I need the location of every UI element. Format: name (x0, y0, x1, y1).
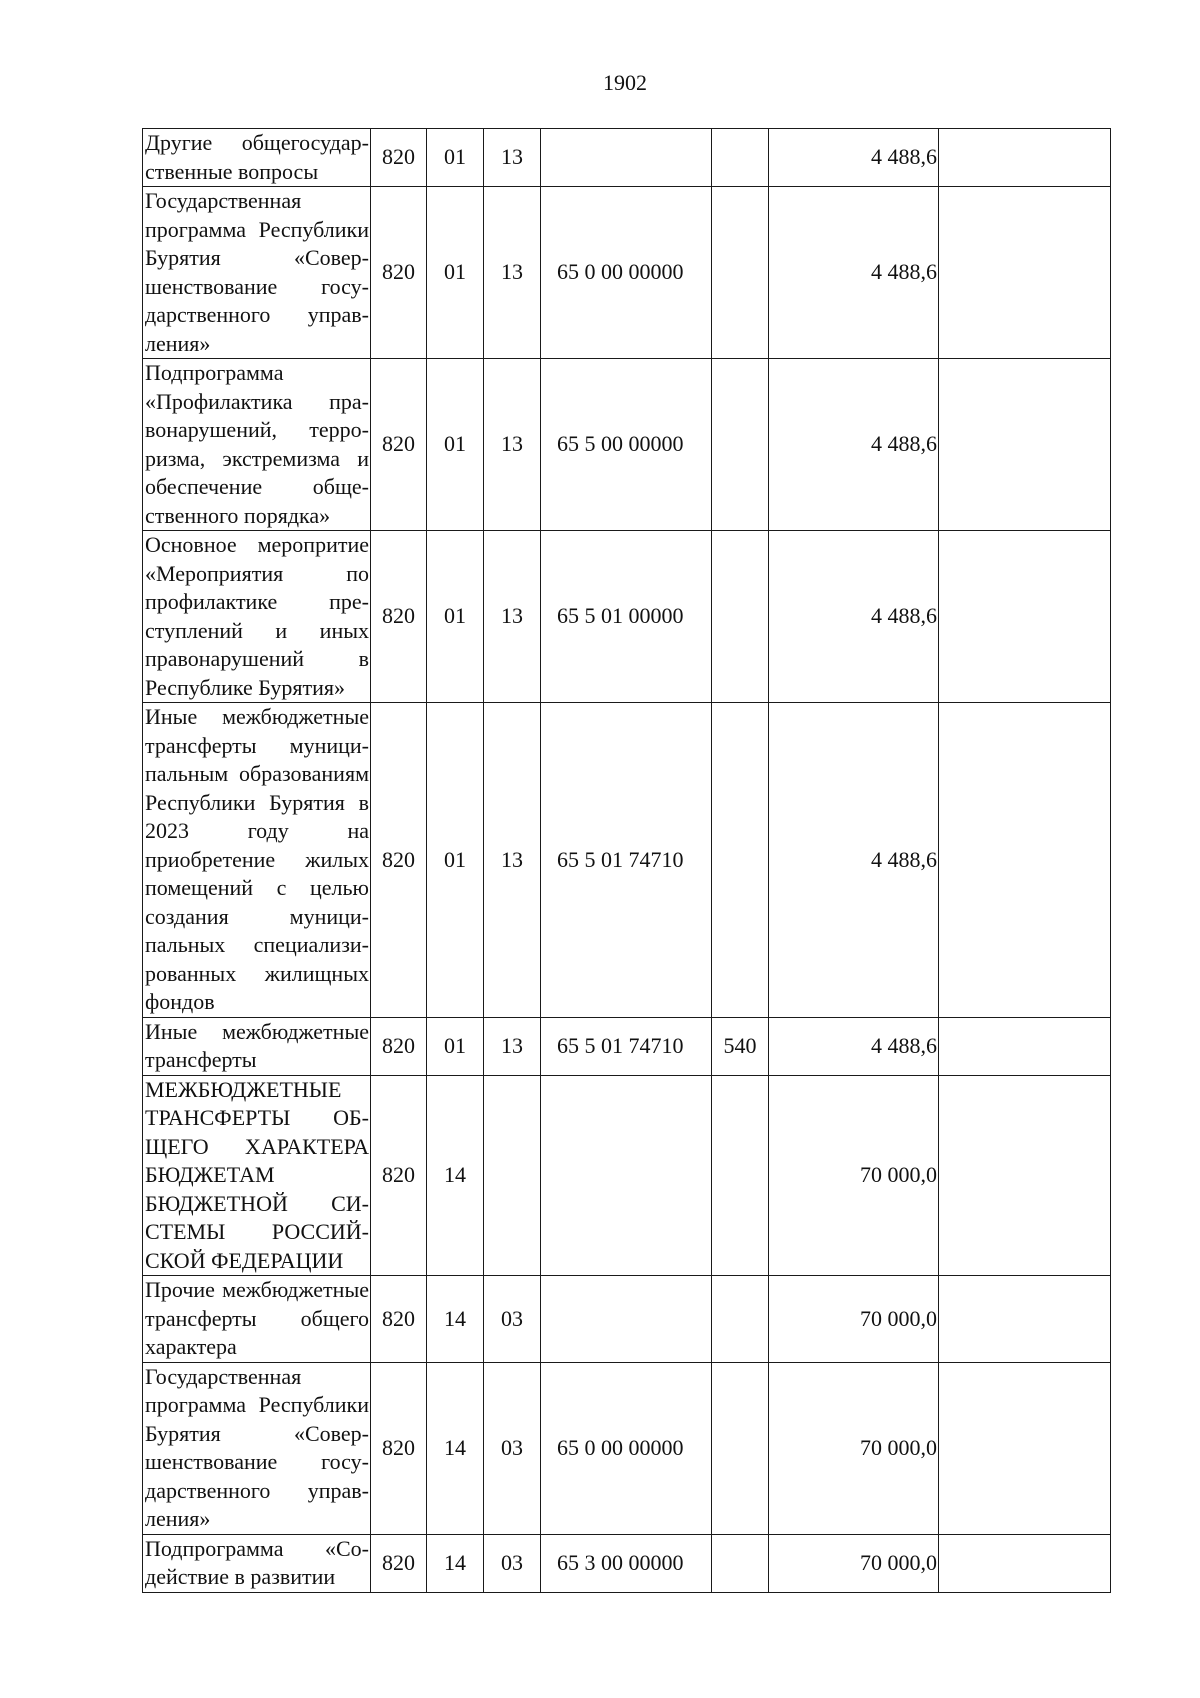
row-pr: 13 (484, 187, 541, 359)
row-csr: 65 5 01 74710 (541, 703, 712, 1018)
table-row (143, 531, 1111, 703)
row-extra (939, 187, 1111, 359)
row-rz: 14 (427, 1534, 484, 1592)
row-pr (484, 1075, 541, 1276)
row-pr: 13 (484, 129, 541, 187)
row-vr (712, 703, 769, 1018)
table-row (143, 703, 1111, 1018)
row-csr (541, 129, 712, 187)
row-pr: 03 (484, 1534, 541, 1592)
row-amount: 70 000,0 (769, 1276, 939, 1363)
row-csr: 65 3 00 00000 (541, 1534, 712, 1592)
row-gr: 820 (371, 359, 427, 531)
row-extra (939, 1075, 1111, 1276)
row-amount: 4 488,6 (769, 531, 939, 703)
row-amount: 70 000,0 (769, 1534, 939, 1592)
row-amount: 4 488,6 (769, 359, 939, 531)
row-vr (712, 1075, 769, 1276)
row-gr: 820 (371, 1276, 427, 1363)
row-pr: 03 (484, 1362, 541, 1534)
table-row (143, 1362, 1111, 1534)
row-extra (939, 1276, 1111, 1363)
row-rz: 14 (427, 1276, 484, 1363)
row-gr: 820 (371, 703, 427, 1018)
row-rz: 01 (427, 531, 484, 703)
table-row (143, 1017, 1111, 1075)
row-vr (712, 129, 769, 187)
budget-table (142, 128, 1111, 1593)
row-csr: 65 0 00 00000 (541, 1362, 712, 1534)
row-extra (939, 1017, 1111, 1075)
table-row (143, 1075, 1111, 1276)
table-row (143, 359, 1111, 531)
table-row (143, 1276, 1111, 1363)
row-vr (712, 531, 769, 703)
table-row (143, 129, 1111, 187)
row-rz: 01 (427, 1017, 484, 1075)
row-rz: 14 (427, 1075, 484, 1276)
row-name: Государственная программа Республики Бурятия «Совершенствование государственного управления» (143, 1362, 371, 1534)
row-name: Другие общегосударственные вопросы (143, 129, 371, 187)
row-amount: 4 488,6 (769, 129, 939, 187)
row-csr: 65 5 01 74710 (541, 1017, 712, 1075)
row-name: Подпрограмма «Профилактика правонарушений, терроризма, экстремизма и обеспечение общественного порядка» (143, 359, 371, 531)
row-rz: 01 (427, 187, 484, 359)
row-name: Иные межбюджетные трансферты муниципальным образованиям Республики Бурятия в 2023 году на приобретение жилых помещений с целью создания муниципальных специализированных жилищных фондов (143, 703, 371, 1018)
row-gr: 820 (371, 187, 427, 359)
table-row (143, 187, 1111, 359)
row-gr: 820 (371, 1017, 427, 1075)
row-pr: 13 (484, 703, 541, 1018)
row-gr: 820 (371, 129, 427, 187)
row-extra (939, 1534, 1111, 1592)
row-vr (712, 1276, 769, 1363)
row-amount: 4 488,6 (769, 1017, 939, 1075)
row-pr: 13 (484, 359, 541, 531)
row-vr (712, 1362, 769, 1534)
row-gr: 820 (371, 1075, 427, 1276)
row-amount: 70 000,0 (769, 1362, 939, 1534)
table-row (143, 1534, 1111, 1592)
row-name: Прочие межбюджетные трансферты общего характера (143, 1276, 371, 1363)
row-amount: 4 488,6 (769, 703, 939, 1018)
row-pr: 03 (484, 1276, 541, 1363)
row-pr: 13 (484, 1017, 541, 1075)
row-rz: 14 (427, 1362, 484, 1534)
row-name: МЕЖБЮДЖЕТНЫЕ ТРАНСФЕРТЫ ОБЩЕГО ХАРАКТЕРА БЮДЖЕТАМ БЮДЖЕТНОЙ СИСТЕМЫ РОССИЙСКОЙ ФЕДЕРАЦИИ (143, 1075, 371, 1276)
row-csr: 65 5 00 00000 (541, 359, 712, 531)
row-extra (939, 1362, 1111, 1534)
row-rz: 01 (427, 129, 484, 187)
row-amount: 4 488,6 (769, 187, 939, 359)
row-amount: 70 000,0 (769, 1075, 939, 1276)
row-gr: 820 (371, 1534, 427, 1592)
row-rz: 01 (427, 359, 484, 531)
row-vr (712, 1534, 769, 1592)
row-extra (939, 359, 1111, 531)
row-name: Государственная программа Республики Бурятия «Совершенствование государственного управления» (143, 187, 371, 359)
row-name: Иные межбюджетные трансферты (143, 1017, 371, 1075)
row-csr (541, 1075, 712, 1276)
row-pr: 13 (484, 531, 541, 703)
row-csr: 65 0 00 00000 (541, 187, 712, 359)
row-vr: 540 (712, 1017, 769, 1075)
row-rz: 01 (427, 703, 484, 1018)
row-extra (939, 129, 1111, 187)
row-vr (712, 187, 769, 359)
row-gr: 820 (371, 1362, 427, 1534)
row-vr (712, 359, 769, 531)
row-gr: 820 (371, 531, 427, 703)
row-extra (939, 531, 1111, 703)
page-number: 1902 (603, 70, 647, 95)
row-name: Подпрограмма «Содействие в развитии (143, 1534, 371, 1592)
row-name: Основное меропритие «Мероприятия по профилактике преступлений и иных правонарушений в Республике Бурятия» (143, 531, 371, 703)
row-csr: 65 5 01 00000 (541, 531, 712, 703)
row-extra (939, 703, 1111, 1018)
row-csr (541, 1276, 712, 1363)
